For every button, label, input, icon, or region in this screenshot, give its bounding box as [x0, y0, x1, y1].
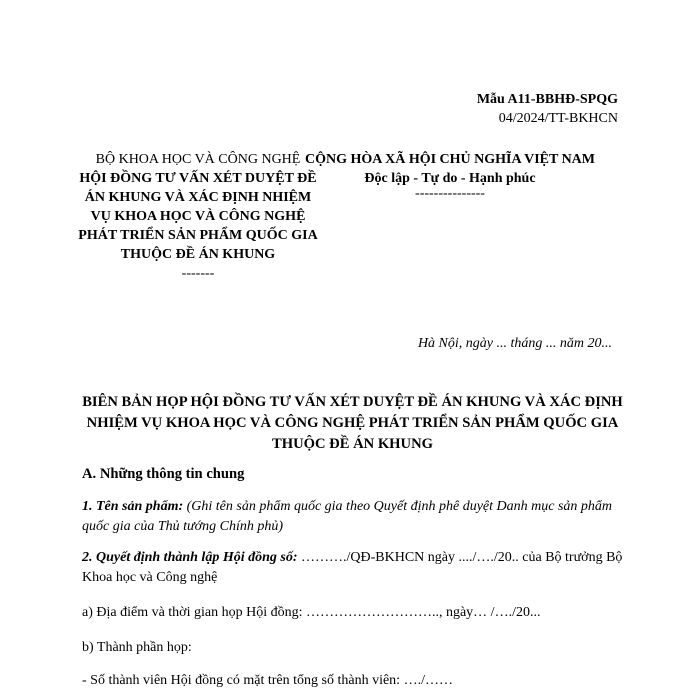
place-date-line: Hà Nội, ngày ... tháng ... năm 20... — [417, 336, 612, 351]
agency-separator: ------- — [181, 266, 215, 281]
form-code — [477, 90, 618, 128]
section-a-heading: A. Những thông tin chung — [82, 466, 245, 482]
item2-text: ………./QĐ-BKHCN ngày ..../…./20.. của Bộ trưởng Bộ Khoa học và Công nghệ — [82, 550, 623, 585]
document-title: BIÊN BẢN HỌP HỘI ĐỒNG TƯ VẤN XÉT DUYỆT ĐỀ ÁN KHUNG VÀ XÁC ĐỊNH NHIỆM VỤ KHOA HỌC VÀ CÔNG NGHỆ PHÁT TRIỂN SẢN PHẨM QUỐC GIA THUỘC ĐỀ ÁN KHUNG — [82, 394, 623, 452]
national-separator: --------------- — [415, 186, 485, 201]
meeting-location-time: a) Địa điểm và thời gian họp Hội đồng: ……………………….., ngày… /…./20... — [82, 605, 541, 620]
item2-label: 2. Quyết định thành lập Hội đồng số: — [82, 550, 298, 565]
national-motto: Độc lập - Tự do - Hạnh phúc — [364, 171, 536, 186]
council-name: HỘI ĐỒNG TƯ VẤN XÉT DUYỆT ĐỀ ÁN KHUNG VÀ XÁC ĐỊNH NHIỆM VỤ KHOA HỌC VÀ CÔNG NGHỆ PHÁT TRIỂN SẢN PHẨM QUỐC GIA THUỘC ĐỀ ÁN KHUNG — [78, 171, 318, 262]
form-code-number: Mẫu A11-BBHĐ-SPQG — [476, 92, 618, 107]
national-header — [280, 150, 620, 200]
item-product-name — [82, 497, 627, 537]
members-present: - Số thành viên Hội đồng có mặt trên tổng số thành viên: …./…… — [82, 673, 453, 688]
country-name: CỘNG HÒA XÃ HỘI CHỦ NGHĨA VIỆT NAM — [304, 152, 595, 167]
meeting-participants: b) Thành phần họp: — [82, 640, 192, 655]
item-council-decision — [82, 548, 627, 588]
item1-label: 1. Tên sản phẩm: — [82, 499, 184, 514]
item1-note: (Ghi tên sản phẩm quốc gia theo Quyết định phê duyệt Danh mục sản phẩm quốc gia của Thủ tướng Chính phủ) — [82, 499, 612, 534]
ministry-name: BỘ KHOA HỌC VÀ CÔNG NGHỆ — [95, 152, 301, 167]
circular-number: 04/2024/TT-BKHCN — [498, 111, 618, 126]
